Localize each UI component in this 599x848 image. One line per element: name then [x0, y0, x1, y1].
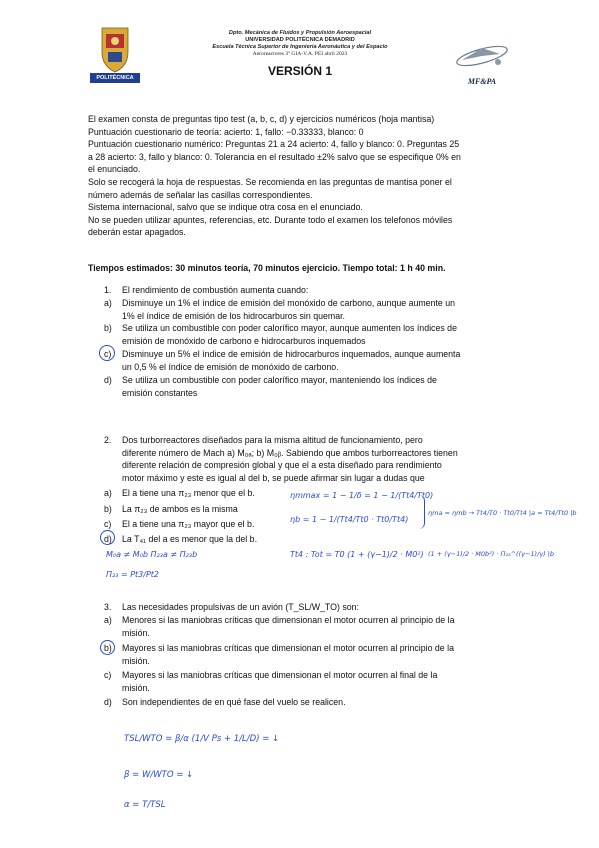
header-block: [180, 30, 420, 58]
q2-answer-circle: [100, 530, 115, 545]
dept-line: Dpto. Mecánica de Fluidos y Propulsión Aeroespacial: [228, 30, 372, 36]
option-line: emisión constantes: [122, 387, 198, 398]
q2-option-a[interactable]: [104, 487, 279, 500]
left-logo-text: POLITÉCNICA: [96, 75, 134, 81]
option-letter: c): [104, 519, 112, 529]
q1-option-d[interactable]: [104, 374, 524, 399]
q3-hand-eq1: TSL/WTO = β/α (1/V Ps + 1/L/D) = ↓: [124, 734, 280, 744]
q3-text: Las necesidades propulsivas de un avión (T_SL/W_TO) son:: [122, 602, 359, 612]
option-line: misión.: [122, 627, 150, 638]
option-letter: c): [104, 349, 112, 359]
option-line: Se utiliza un combustible con poder calorífico mayor, manteniendo los índices de: [122, 375, 437, 385]
intro-line: a 28 acierto: 3, fallo y blanco: 0. Tolerancia en el resultado ±2% salvo que se especifique 0% en: [88, 151, 461, 162]
option-letter: a): [104, 615, 112, 625]
q1-option-b[interactable]: [104, 322, 524, 347]
intro-line: Sistema internacional, salvo que se indique otra cosa en el enunciado.: [88, 202, 363, 213]
q3-option-b[interactable]: [104, 642, 524, 667]
q2-line: motor máximo y este es igual al del b, se puede afirmar sin lugar a dudas que: [122, 472, 425, 483]
mfpa-logo: [452, 40, 512, 84]
option-text: El a tiene una π₂₃ menor que el b.: [122, 488, 255, 498]
q2-hand-eta-b: ηb = 1 − 1/(Tt4/Tt0 · Tt0/Tt4): [290, 515, 409, 524]
option-line: Mayores si las maniobras críticas que dimensionan el motor ocurren al principio de la: [122, 643, 454, 653]
q2-text: [122, 434, 532, 484]
q2-option-c[interactable]: [104, 518, 279, 531]
option-line: 1% el índice de emisión de los hidrocarburos sin quemar.: [122, 310, 345, 321]
q2-line: diferente relación de compresión global y que el a esta diseñado para rendimiento: [122, 460, 442, 471]
option-line: misión.: [122, 655, 150, 666]
q2-hand-tt: Tt4 : Tot = T0 (1 + (γ−1)/2 · M0²): [290, 550, 424, 559]
q2-line: diferente número de Mach a) M₀ₐ; b) M₀ᵦ. Sabiendo que ambos turborreactores tienen: [122, 447, 458, 458]
q3-hand-eq3: α = T/TSL: [124, 800, 166, 810]
q2-option-b[interactable]: [104, 503, 279, 516]
q2-hand-left1: M₀a ≠ M₀b Π₂₃a ≠ Π₂₃b: [106, 550, 198, 559]
intro-block: [88, 113, 528, 239]
q3-option-c[interactable]: [104, 669, 524, 694]
intro-line: el enunciado.: [88, 164, 141, 175]
q3-option-d[interactable]: [104, 696, 524, 709]
q2-hand-eta-eq: ηma = ηmb → Tt4/T0 · Tt0/Tt4 |a = Tt4/Tt0 |b: [428, 509, 577, 517]
intro-line: Puntuación cuestionario numérico: Preguntas 21 a 24 acierto: 4, fallo y blanco: 0. Preguntas 25: [88, 139, 460, 150]
option-letter: d): [104, 375, 112, 385]
intro-line: Solo se recogerá la hoja de respuestas. Se recomienda en las preguntas de mantisa poner el: [88, 176, 452, 187]
q3-number: 3.: [104, 602, 112, 612]
q3-answer-circle: [100, 640, 115, 655]
intro-line: número además de señalar las casillas correspondientes.: [88, 189, 313, 200]
option-text: El a tiene una π₂₃ mayor que el b.: [122, 519, 255, 529]
option-letter: b): [104, 504, 112, 514]
option-line: Disminuye un 5% el índice de emisión de hidrocarburos inquemados, aunque aumenta: [122, 349, 461, 359]
q3-hand-eq2: β = W/WTO = ↓: [124, 770, 194, 780]
school-line: Escuela Técnica Superior de Ingeniería Aeronáutica y del Espacio: [212, 44, 388, 50]
q2-number: 2.: [104, 435, 112, 445]
version-title: VERSIÓN 1: [267, 64, 333, 78]
option-line: emisión de monóxido de carbono e hidrocarburos inquemados: [122, 335, 366, 346]
intro-line: deberán estar apagados.: [88, 227, 186, 238]
option-line: Son independientes de en qué fase del vuelo se realicen.: [122, 697, 346, 707]
course-line: Aeroreactores 3º GIA-V.A. PEI abril 2023: [252, 51, 348, 57]
option-text: La T₄₁ del a es menor que la del b.: [122, 534, 258, 544]
option-line: Menores si las maniobras críticas que dimensionan el motor ocurren al principio de la: [122, 615, 455, 625]
q1-number: 1.: [104, 285, 112, 295]
option-line: un 0,5 % el índice de emisión de monóxido de carbono.: [122, 361, 339, 372]
q1-option-c[interactable]: [104, 348, 524, 373]
q2-hand-tt2: (1 + (γ−1)/2 · M0b²) · Π₂₃^((γ−1)/γ) |b: [428, 550, 555, 558]
q2-line: Dos turborreactores diseñados para la misma altitud de funcionamiento, pero: [122, 435, 423, 445]
intro-line: Puntuación cuestionario de teoría: acierto: 1, fallo: −0.33333, blanco: 0: [88, 126, 364, 137]
option-line: Disminuye un 1% el índice de emisión del monóxido de carbono, aunque aumente un: [122, 298, 456, 308]
university-line: UNIVERSIDAD POLITÉCNICA DEMADRID: [245, 37, 355, 43]
option-letter: b): [104, 323, 112, 333]
option-line: Mayores si las maniobras críticas que dimensionan el motor ocurren al final de la: [122, 670, 438, 680]
option-letter: b): [104, 643, 112, 653]
times-line: Tiempos estimados: 30 minutos teoría, 70 minutos ejercicio. Tiempo total: 1 h 40 min.: [88, 263, 446, 273]
right-logo-text: MF&PA: [467, 77, 497, 86]
option-letter: a): [104, 488, 112, 498]
option-letter: d): [104, 534, 112, 544]
q2-hand-eta-max: ηmmax = 1 − 1/δ = 1 − 1/(Tt4/Tt0): [290, 491, 434, 500]
q1-text: El rendimiento de combustión aumenta cuando:: [122, 285, 309, 295]
intro-line: No se pueden utilizar apuntes, referencias, etc. Durante todo el examen los telefonos móviles: [88, 214, 453, 225]
option-letter: c): [104, 670, 112, 680]
q1-option-a[interactable]: [104, 297, 524, 322]
q2-brace: [418, 495, 425, 529]
option-text: La π₂₃ de ambos es la misma: [122, 504, 238, 514]
q3-option-a[interactable]: [104, 614, 524, 639]
q2-option-d[interactable]: [104, 533, 279, 546]
option-line: Se utiliza un combustible con poder calorífico mayor, aunque aumenten los índices de: [122, 323, 457, 333]
q1-answer-circle: [99, 345, 115, 361]
q2-hand-left2: Π₂₃ = Pt3/Pt2: [106, 570, 160, 579]
option-letter: d): [104, 697, 112, 707]
upm-logo: [90, 22, 140, 84]
intro-line: El examen consta de preguntas tipo test (a, b, c, d) y ejercicios numéricos (hoja mantisa): [88, 114, 435, 124]
option-line: misión.: [122, 682, 150, 693]
option-letter: a): [104, 298, 112, 308]
